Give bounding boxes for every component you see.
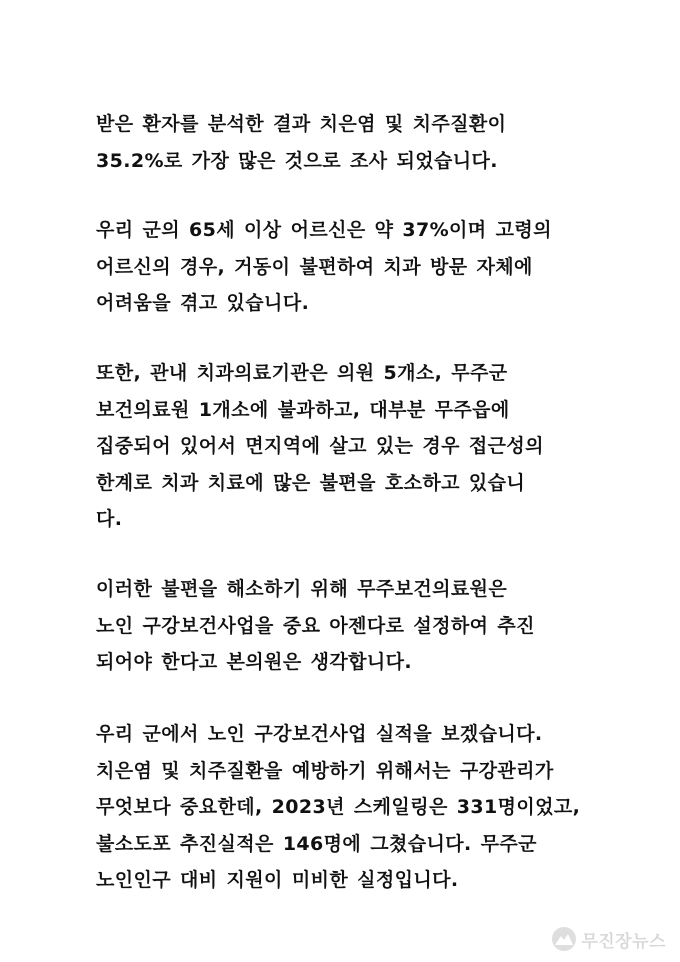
mountain-logo-icon: [551, 926, 577, 952]
text-line: 보건의료원 1개소에 불과하고, 대부분 무주읍에: [96, 398, 510, 421]
paragraph-2: [96, 212, 596, 322]
text-line: 또한, 관내 치과의료기관은 의원 5개소, 무주군: [96, 362, 508, 384]
text-line: 되어야 한다고 본의원은 생각합니다.: [96, 651, 412, 673]
watermark-text: 무진장뉴스: [581, 931, 666, 952]
text-line: 이러한 불편을 해소하기 위해 무주보건의료원은: [96, 578, 508, 600]
paragraph-1: [96, 106, 596, 179]
text-line: 어려움을 겪고 있습니다.: [96, 292, 310, 314]
text-line: 불소도포 추진실적은 146명에 그쳤습니다. 무주군: [96, 832, 537, 855]
text-line: 우리 군의 65세 이상 어르신은 약 37%이며 고령의: [96, 219, 552, 241]
text-line: 무엇보다 중요한데, 2023년 스케일링은 331명이었고,: [96, 796, 581, 818]
text-line: 우리 군에서 노인 구강보건사업 실적을 보겠습니다.: [96, 723, 543, 745]
watermark: [551, 926, 666, 952]
paragraph-3: [96, 355, 596, 538]
paragraph-4: [96, 571, 596, 681]
text-line: 노인 구강보건사업을 중요 아젠다로 설정하여 추진: [96, 614, 535, 637]
paragraph-5: [96, 716, 596, 899]
text-line: 다.: [96, 508, 123, 530]
text-line: 치은염 및 치주질환을 예방하기 위해서는 구강관리가: [96, 759, 554, 782]
text-line: 어르신의 경우, 거동이 불편하여 치과 방문 자체에: [96, 255, 533, 278]
text-line: 한계로 치과 치료에 많은 불편을 호소하고 있습니: [96, 471, 526, 494]
text-line: 받은 환자를 분석한 결과 치은염 및 치주질환이: [96, 113, 507, 135]
text-line: 노인인구 대비 지원이 미비한 실정입니다.: [96, 869, 459, 891]
text-line: 35.2%로 가장 많은 것으로 조사 되었습니다.: [96, 149, 498, 172]
text-line: 집중되어 있어서 면지역에 살고 있는 경우 접근성의: [96, 435, 544, 457]
